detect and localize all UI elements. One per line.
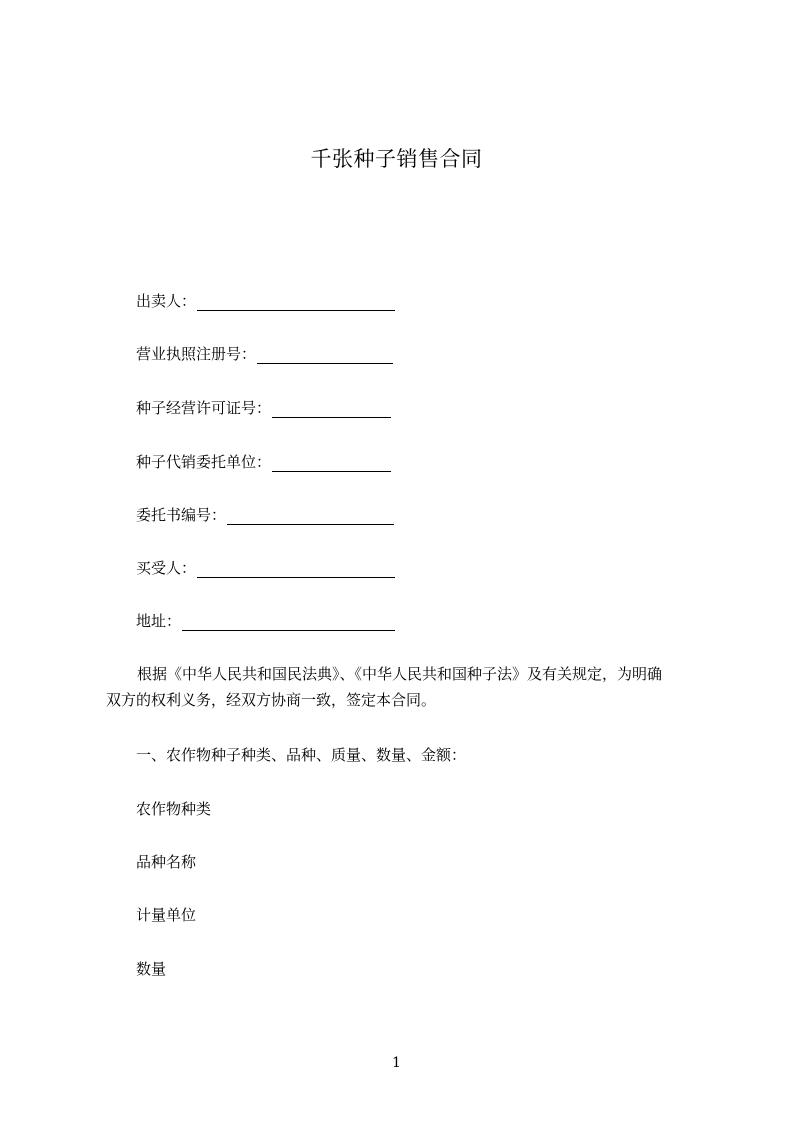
buyer-field — [136, 558, 395, 578]
intro-line-1: 根据《中华人民共和国民法典》、《中华人民共和国种子法》及有关规定，为明确 — [137, 665, 663, 683]
buyer-blank-line — [197, 562, 395, 578]
authorization-number-label: 委托书编号： — [136, 506, 227, 524]
authorization-number-blank-line — [227, 509, 394, 525]
intro-paragraph — [106, 661, 706, 713]
seller-label: 出卖人： — [136, 292, 197, 310]
seller-field — [136, 291, 395, 311]
consignment-unit-label: 种子代销委托单位： — [136, 453, 272, 471]
business-license-blank-line — [257, 348, 393, 364]
seed-license-field — [136, 398, 391, 418]
address-blank-line — [182, 615, 395, 631]
page-number: 1 — [392, 1055, 401, 1071]
intro-line-2: 双方的权利义务，经双方协商一致，签定本合同。 — [106, 691, 437, 709]
consignment-unit-blank-line — [272, 456, 391, 472]
document-title: 千张种子销售合同 — [310, 147, 483, 171]
seed-license-blank-line — [272, 402, 391, 418]
address-field — [136, 611, 395, 631]
seller-blank-line — [197, 295, 395, 311]
seed-license-label: 种子经营许可证号： — [136, 399, 272, 417]
section-1-heading: 一、农作物种子种类、品种、质量、数量、金额： — [136, 746, 467, 764]
business-license-field — [136, 344, 393, 364]
item-variety-name: 品种名称 — [136, 853, 197, 871]
authorization-number-field — [136, 505, 394, 525]
address-label: 地址： — [136, 612, 182, 630]
item-quantity: 数量 — [136, 960, 167, 978]
consignment-unit-field — [136, 452, 391, 472]
buyer-label: 买受人： — [136, 559, 197, 577]
business-license-label: 营业执照注册号： — [136, 345, 257, 363]
item-unit: 计量单位 — [136, 906, 197, 924]
item-crop-type: 农作物种类 — [136, 800, 212, 818]
